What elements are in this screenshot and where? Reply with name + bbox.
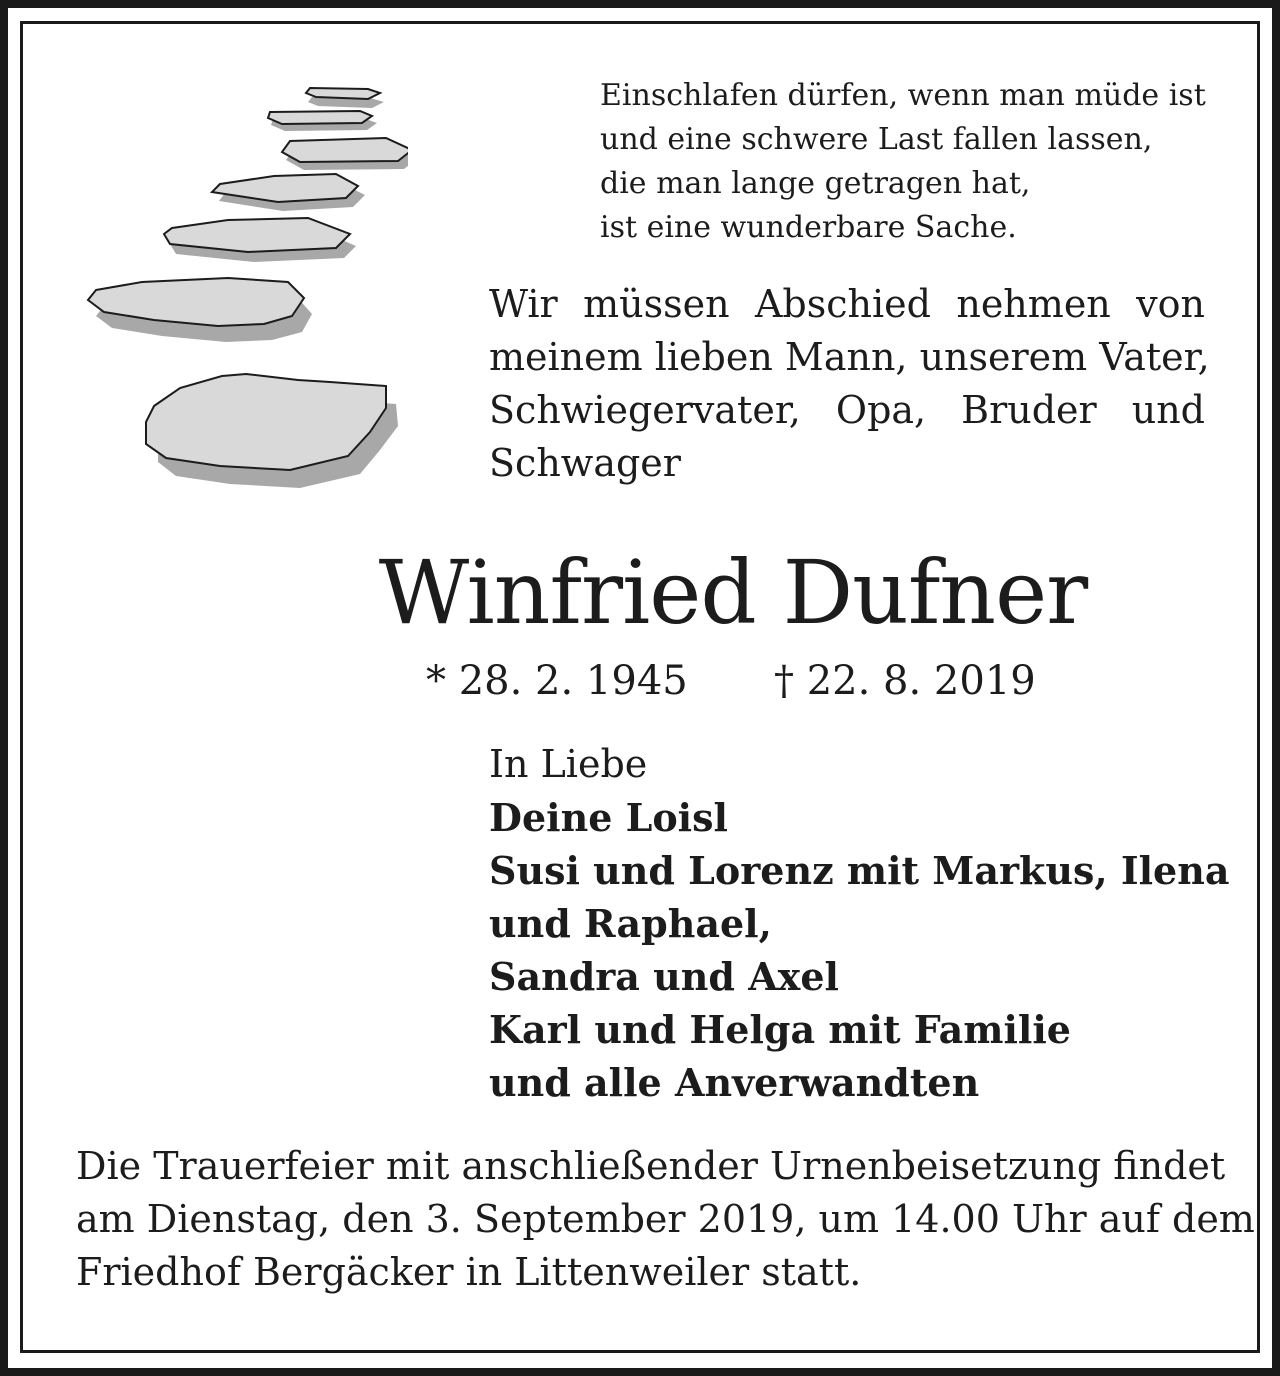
poem <box>600 74 1220 250</box>
farewell-line: Schwiegervater, Opa, Bruder und <box>489 388 1205 432</box>
farewell-line: Schwager <box>489 441 681 485</box>
mourner-line: Susi und Lorenz mit Markus, Ilena <box>489 848 1230 893</box>
stone-3 <box>282 138 408 162</box>
mourner-line: und alle Anverwandten <box>489 1060 980 1105</box>
poem-line: die man lange getragen hat, <box>600 166 1031 201</box>
stone-1 <box>306 88 380 99</box>
stepping-stones-icon <box>68 68 408 488</box>
mourner-line: Karl und Helga mit Familie <box>489 1007 1071 1052</box>
stone-5 <box>164 218 350 252</box>
farewell-text <box>489 278 1210 490</box>
mourner-line: Sandra und Axel <box>489 954 839 999</box>
poem-line: Einschlafen dürfen, wenn man müde ist <box>600 78 1206 113</box>
mourners-intro: In Liebe <box>489 742 648 786</box>
mourners <box>489 738 1230 1109</box>
stone-2 <box>268 111 372 124</box>
obituary-notice <box>8 8 1272 1368</box>
death-date: † 22. 8. 2019 <box>774 658 1036 704</box>
mourner-line: Deine Loisl <box>489 795 728 840</box>
farewell-line: Wir müssen Abschied nehmen von <box>489 282 1205 326</box>
poem-line: ist eine wunderbare Sache. <box>600 210 1017 245</box>
ceremony-info <box>76 1140 1255 1299</box>
poem-line: und eine schwere Last fallen lassen, <box>600 122 1153 157</box>
birth-date: * 28. 2. 1945 <box>426 658 688 704</box>
ceremony-line: Friedhof Bergäcker in Littenweiler statt. <box>76 1250 862 1294</box>
farewell-line: meinem lieben Mann, unserem Vater, <box>489 335 1210 379</box>
ceremony-line: Die Trauerfeier mit anschließender Urnenbeisetzung findet <box>76 1144 1226 1188</box>
deceased-name: Winfried Dufner <box>378 541 1088 644</box>
ceremony-line: am Dienstag, den 3. September 2019, um 14.00 Uhr auf dem <box>76 1197 1255 1241</box>
mourner-line: und Raphael, <box>489 901 772 946</box>
